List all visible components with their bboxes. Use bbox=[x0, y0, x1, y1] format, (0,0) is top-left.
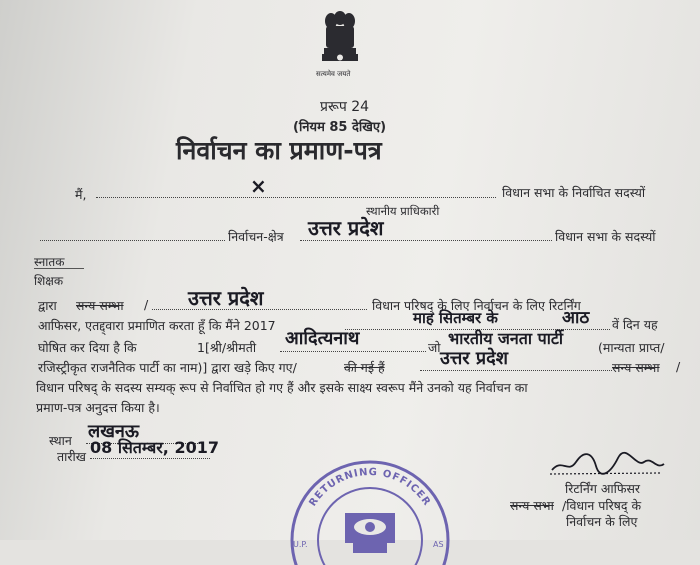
body-p4-struck: की गई हैं bbox=[344, 360, 385, 375]
emblem-motto: सत्यमेव जयते bbox=[316, 70, 351, 78]
line1-prefix: मैं, bbox=[75, 187, 87, 202]
signature-struck: सन्य सभा bbox=[510, 498, 554, 513]
returning-officer-seal-icon bbox=[285, 455, 455, 565]
body-p2-b: वें दिन यह bbox=[612, 317, 658, 332]
body-p2-month: माह सितम्बर के bbox=[413, 309, 498, 327]
signature-line3: निर्वाचन के लिए bbox=[566, 514, 638, 529]
seal-text: RETURNING OFFICER bbox=[307, 466, 433, 509]
body-p1-struck: सन्य सम्भा bbox=[76, 298, 124, 313]
options-divider bbox=[34, 268, 84, 269]
body-p4-struck2: सन्य सम्भा bbox=[612, 360, 660, 375]
signature-line2: /विधान परिषद् के bbox=[562, 498, 642, 513]
body-p4-a: रजिस्ट्रीकृत राजनैतिक पार्टी का नाम)] द्वारा खड़े किए गए/ bbox=[38, 360, 297, 375]
body-p6: प्रमाण-पत्र अनुदत्त किया है। bbox=[36, 400, 160, 415]
body-p1-handwritten: उत्तर प्रदेश bbox=[188, 286, 264, 310]
body-p3-d: (मान्यता प्राप्त/ bbox=[598, 340, 665, 355]
body-p3-a: घोषित कर दिया है कि bbox=[38, 340, 137, 355]
body-p1-b: विधान परिषद् के लिए निर्वाचन के लिए रिटर्निंग bbox=[372, 298, 581, 313]
body-p1-slash: / bbox=[144, 297, 149, 312]
date-label: तारीख bbox=[57, 449, 86, 464]
line2-blank-left bbox=[40, 240, 225, 241]
page-title: निर्वाचन का प्रमाण-पत्र bbox=[176, 136, 382, 165]
line1-suffix: विधान सभा के निर्वाचित सदस्यों bbox=[502, 185, 646, 200]
body-p4-blank bbox=[420, 370, 612, 371]
line1-mark: × bbox=[250, 174, 267, 198]
seal-left-text: U.P. bbox=[293, 540, 308, 549]
body-p1-a: द्वारा bbox=[38, 298, 57, 313]
body-p5: विधान परिषद् के सदस्य सम्यक् रूप से निर्वाचित हो गए हैं और इसके साक्ष्य स्वरूप मैंने उनको यह निर्वाचन का bbox=[36, 380, 528, 395]
body-p3-name-blank bbox=[280, 351, 426, 352]
body-p2-day: आठ bbox=[562, 308, 590, 328]
body-p4-slash: / bbox=[676, 359, 681, 374]
date-blank bbox=[90, 458, 210, 459]
option-teacher: शिक्षक bbox=[34, 274, 64, 288]
place-value: लखनऊ bbox=[88, 421, 140, 442]
national-emblem-icon bbox=[318, 6, 362, 78]
body-p3-b: 1[श्री/श्रीमती bbox=[197, 340, 257, 355]
line2-suffix: विधान सभा के सदस्यों bbox=[555, 229, 656, 244]
signature-designation: रिटर्निंग आफिसर bbox=[565, 481, 641, 496]
seal-right-text: AS bbox=[433, 540, 444, 549]
body-p3-party: भारतीय जनता पार्टी bbox=[448, 329, 564, 348]
date-value: 08 सितम्बर, 2017 bbox=[90, 438, 219, 457]
local-authority-label: स्थानीय प्राधिकारी bbox=[366, 204, 440, 218]
option-graduate: स्नातक bbox=[34, 255, 65, 269]
place-label: स्थान bbox=[49, 433, 72, 448]
signature-mark bbox=[548, 448, 668, 478]
constituency-label: निर्वाचन-क्षेत्र bbox=[228, 229, 284, 244]
constituency-handwritten: उत्तर प्रदेश bbox=[308, 216, 384, 240]
body-p3-c: जो bbox=[428, 340, 441, 355]
rule-reference: (नियम 85 देखिए) bbox=[293, 120, 387, 135]
body-p4-handwritten: उत्तर प्रदेश bbox=[440, 348, 508, 369]
body-p3-name: आदित्यनाथ bbox=[285, 328, 360, 349]
body-p2-a: आफिसर, एतद्द्वारा प्रमाणित करता हूँ कि मैंने 2017 bbox=[38, 318, 276, 333]
line1-blank bbox=[96, 197, 496, 198]
form-number: प्ररूप 24 bbox=[320, 99, 370, 115]
